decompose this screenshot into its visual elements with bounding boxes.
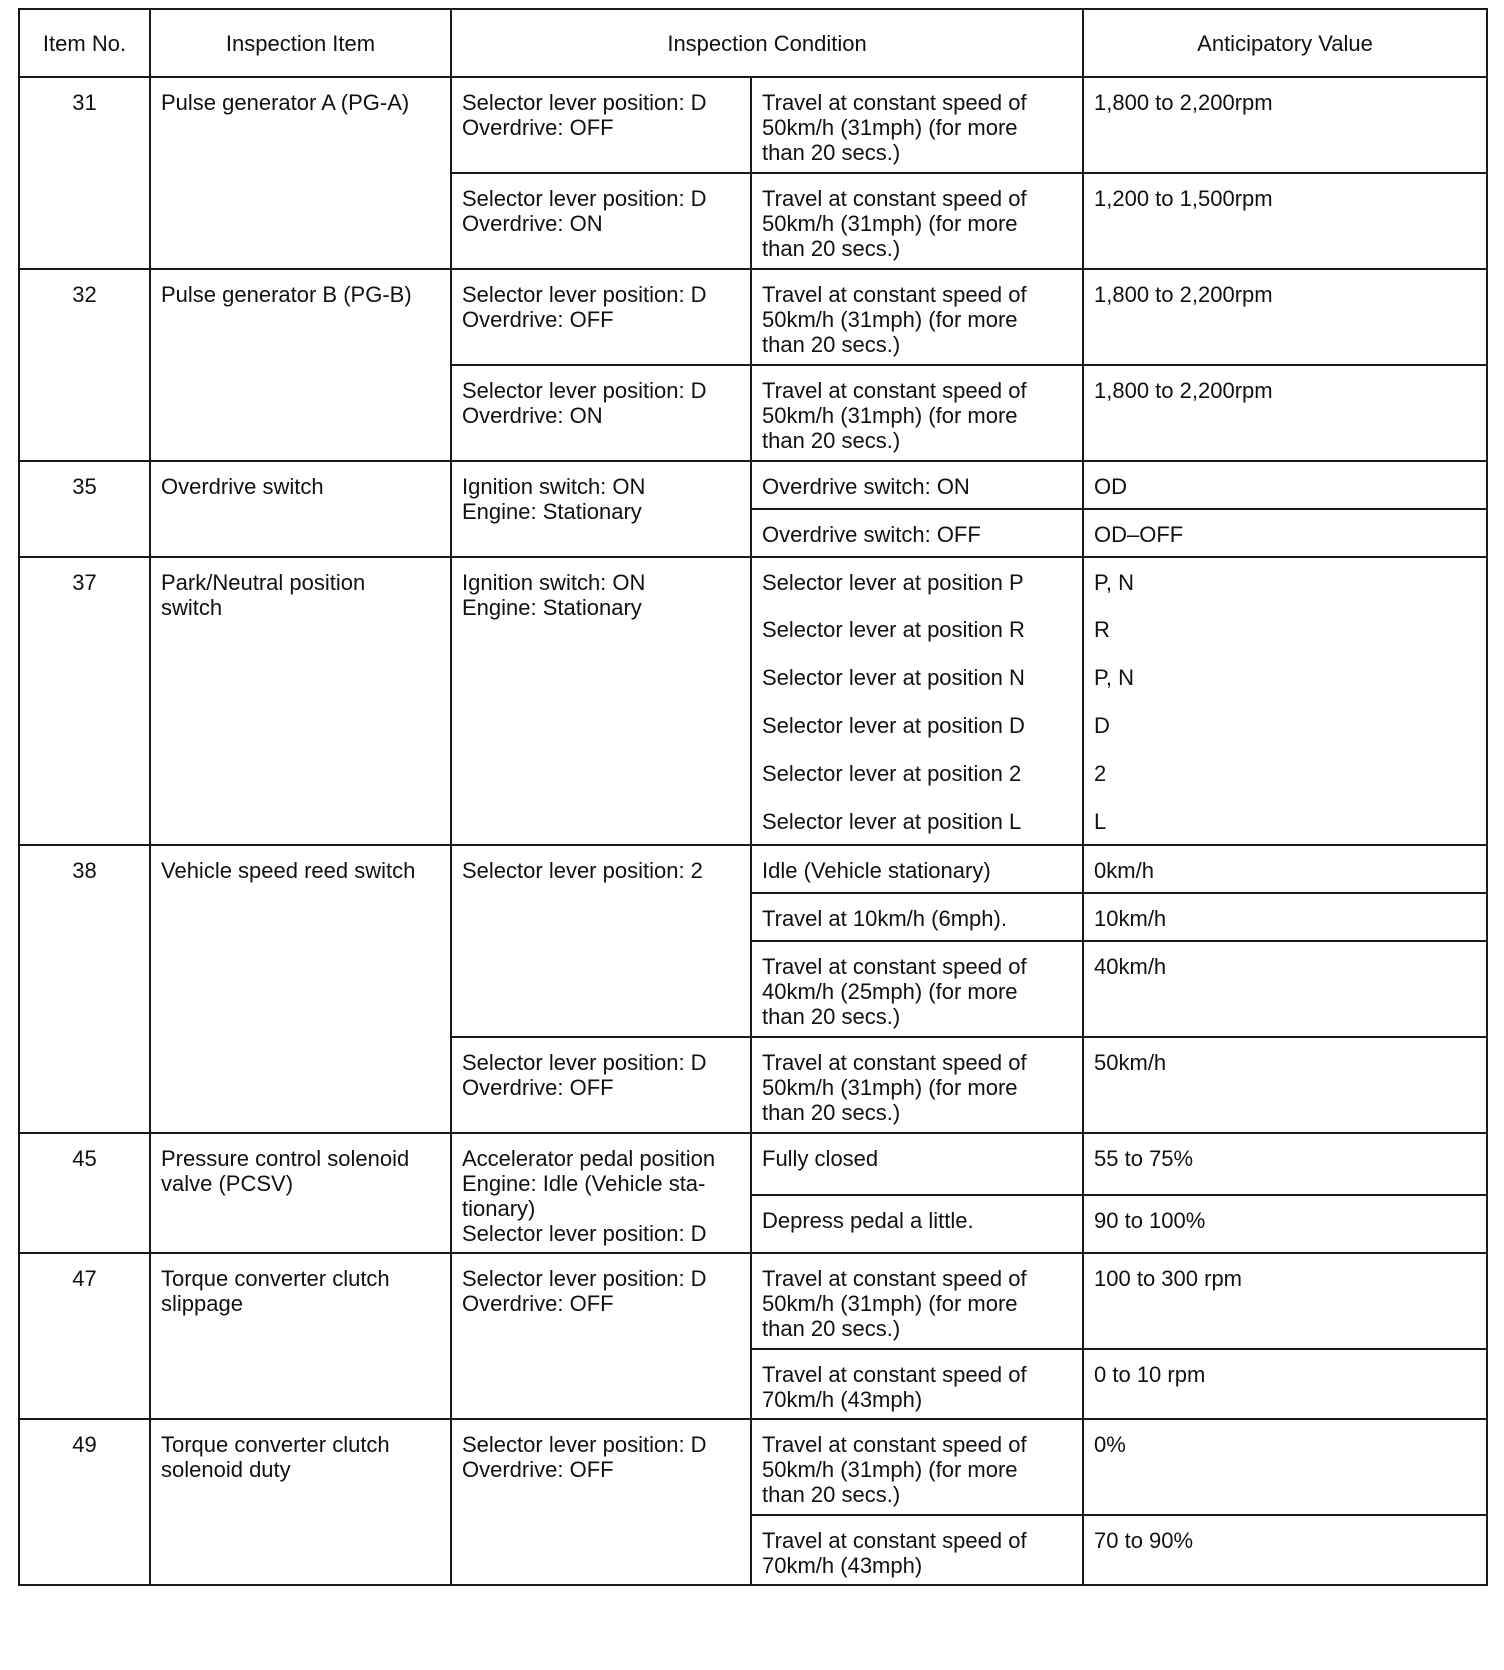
item-number: 37 (19, 557, 150, 845)
table-row (19, 269, 1487, 365)
anticipatory-value: L (1083, 797, 1487, 845)
item-number: 47 (19, 1253, 150, 1419)
table-row (19, 1133, 1487, 1195)
header-inspection-condition: Inspection Condition (451, 9, 1083, 77)
anticipatory-value: 100 to 300 rpm (1083, 1253, 1487, 1349)
condition-cell: Ignition switch: ON Engine: Stationary (451, 557, 751, 845)
condition-cell: Selector lever position: D Overdrive: ON (451, 173, 751, 269)
anticipatory-value: 1,200 to 1,500rpm (1083, 173, 1487, 269)
anticipatory-value: 0 to 10 rpm (1083, 1349, 1487, 1419)
condition-detail: Selector lever at position D (751, 701, 1083, 749)
condition-cell: Selector lever position: D Overdrive: OFF (451, 1037, 751, 1133)
item-number: 38 (19, 845, 150, 1133)
anticipatory-value: 55 to 75% (1083, 1133, 1487, 1195)
condition-detail: Selector lever at position 2 (751, 749, 1083, 797)
condition-detail: Travel at constant speed of 40km/h (25mph) (for more than 20 secs.) (751, 941, 1083, 1037)
table-row (19, 1419, 1487, 1515)
item-name: Torque converter clutch slippage (150, 1253, 451, 1419)
anticipatory-value: 70 to 90% (1083, 1515, 1487, 1585)
table-row (19, 461, 1487, 509)
anticipatory-value: 1,800 to 2,200rpm (1083, 269, 1487, 365)
item-name: Overdrive switch (150, 461, 451, 557)
anticipatory-value: 1,800 to 2,200rpm (1083, 365, 1487, 461)
item-name: Torque converter clutch solenoid duty (150, 1419, 451, 1585)
inspection-table (18, 8, 1488, 1586)
condition-detail: Overdrive switch: OFF (751, 509, 1083, 557)
anticipatory-value: R (1083, 605, 1487, 653)
condition-detail: Selector lever at position N (751, 653, 1083, 701)
condition-cell: Selector lever position: D Overdrive: OFF (451, 1419, 751, 1585)
condition-cell: Selector lever position: 2 (451, 845, 751, 1037)
header-inspection-item: Inspection Item (150, 9, 451, 77)
table-header-row (19, 9, 1487, 77)
anticipatory-value: 0km/h (1083, 845, 1487, 893)
table-row (19, 1253, 1487, 1349)
anticipatory-value: OD (1083, 461, 1487, 509)
condition-detail: Travel at constant speed of 50km/h (31mph) (for more than 20 secs.) (751, 365, 1083, 461)
condition-cell: Selector lever position: D Overdrive: OFF (451, 269, 751, 365)
condition-detail: Selector lever at position L (751, 797, 1083, 845)
condition-detail: Travel at constant speed of 70km/h (43mph) (751, 1515, 1083, 1585)
anticipatory-value: 10km/h (1083, 893, 1487, 941)
condition-cell: Ignition switch: ON Engine: Stationary (451, 461, 751, 557)
item-number: 49 (19, 1419, 150, 1585)
item-number: 35 (19, 461, 150, 557)
item-name: Park/Neutral position switch (150, 557, 451, 845)
table-row (19, 77, 1487, 173)
condition-detail: Travel at constant speed of 50km/h (31mph) (for more than 20 secs.) (751, 1419, 1083, 1515)
table-row (19, 845, 1487, 893)
header-anticipatory-value: Anticipatory Value (1083, 9, 1487, 77)
condition-detail: Travel at 10km/h (6mph). (751, 893, 1083, 941)
anticipatory-value: 1,800 to 2,200rpm (1083, 77, 1487, 173)
item-number: 45 (19, 1133, 150, 1253)
table-row (19, 557, 1487, 605)
condition-detail: Overdrive switch: ON (751, 461, 1083, 509)
item-name: Pulse generator B (PG-B) (150, 269, 451, 461)
anticipatory-value: P, N (1083, 557, 1487, 605)
condition-detail: Travel at constant speed of 50km/h (31mph) (for more than 20 secs.) (751, 1253, 1083, 1349)
anticipatory-value: 50km/h (1083, 1037, 1487, 1133)
header-item-no: Item No. (19, 9, 150, 77)
condition-detail: Travel at constant speed of 50km/h (31mph) (for more than 20 secs.) (751, 269, 1083, 365)
condition-detail: Idle (Vehicle stationary) (751, 845, 1083, 893)
anticipatory-value: OD–OFF (1083, 509, 1487, 557)
anticipatory-value: 0% (1083, 1419, 1487, 1515)
item-number: 32 (19, 269, 150, 461)
condition-detail: Selector lever at position P (751, 557, 1083, 605)
anticipatory-value: 90 to 100% (1083, 1195, 1487, 1253)
anticipatory-value: D (1083, 701, 1487, 749)
item-name: Pulse generator A (PG-A) (150, 77, 451, 269)
item-number: 31 (19, 77, 150, 269)
condition-detail: Depress pedal a little. (751, 1195, 1083, 1253)
condition-detail: Travel at constant speed of 50km/h (31mph) (for more than 20 secs.) (751, 1037, 1083, 1133)
anticipatory-value: P, N (1083, 653, 1487, 701)
condition-detail: Travel at constant speed of 70km/h (43mph) (751, 1349, 1083, 1419)
condition-cell: Selector lever position: D Overdrive: OFF (451, 1253, 751, 1419)
condition-detail: Travel at constant speed of 50km/h (31mph) (for more than 20 secs.) (751, 77, 1083, 173)
item-name: Vehicle speed reed switch (150, 845, 451, 1133)
condition-cell: Selector lever position: D Overdrive: OFF (451, 77, 751, 173)
condition-detail: Selector lever at position R (751, 605, 1083, 653)
condition-detail: Travel at constant speed of 50km/h (31mph) (for more than 20 secs.) (751, 173, 1083, 269)
item-name: Pressure control solenoid valve (PCSV) (150, 1133, 451, 1253)
anticipatory-value: 40km/h (1083, 941, 1487, 1037)
condition-detail: Fully closed (751, 1133, 1083, 1195)
condition-cell: Accelerator pedal position Engine: Idle (Vehicle sta- tionary) Selector lever position: D (451, 1133, 751, 1253)
anticipatory-value: 2 (1083, 749, 1487, 797)
condition-cell: Selector lever position: D Overdrive: ON (451, 365, 751, 461)
